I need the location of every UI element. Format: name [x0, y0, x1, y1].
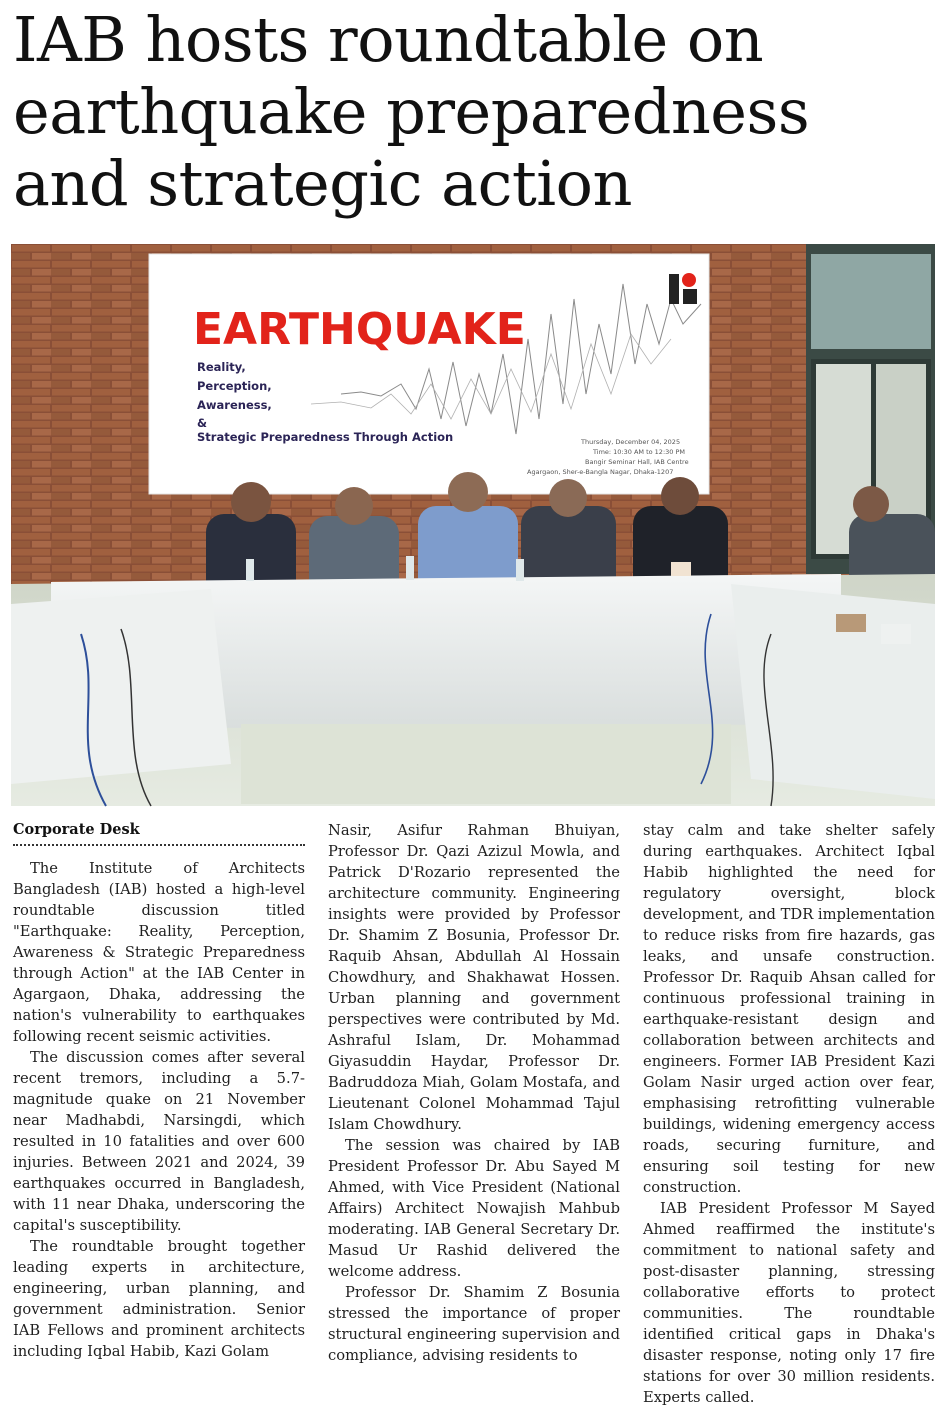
- article-headline: [13, 4, 933, 220]
- article-paragraph: The session was chaired by IAB President Professor Dr. Abu Sayed M Ahmed, with Vice President (National Affairs) Architect Nowajish Mahbub moderating. IAB General Secretary Dr. Masud Ur Rashid delivered the welcome address.: [328, 1137, 620, 1280]
- article-photo: [11, 244, 935, 806]
- banner-event-line: Bangir Seminar Hall, IAB Centre: [585, 458, 689, 466]
- article-paragraph: The discussion comes after several recent tremors, including a 5.7-magnitude quake on 21 November near Madhabdi, Narsingdi, which resulted in 10 fatalities and over 600 injuries. Between 2021 and 2024, 39 earthquakes occurred in Bangladesh, with 11 near Dhaka, underscoring the capital's susceptibility.: [13, 1049, 305, 1234]
- banner-subtitle-line: Awareness,: [197, 398, 272, 412]
- banner-subtitle-line: &: [197, 416, 208, 430]
- article-paragraph: stay calm and take shelter safely during earthquakes. Architect Iqbal Habib highlighted the need for regulatory oversight, block development, and TDR implementation to reduce risks from fire hazards, gas leaks, and unsafe construction. Professor Dr. Raquib Ahsan called for continuous professional training in earthquake-resistant design and collaboration between architects and engineers. Former IAB President Kazi Golam Nasir urged action over fear, emphasising retrofitting vulnerable buildings, widening emergency access roads, securing furniture, and ensuring soil testing for new construction.: [643, 822, 935, 1196]
- banner-event-line: Thursday, December 04, 2025: [581, 438, 681, 446]
- banner-subtitle-line: Perception,: [197, 379, 272, 393]
- event-banner: [149, 254, 709, 494]
- banner-subtitle-line: Strategic Preparedness Through Action: [197, 430, 454, 444]
- article-column-1: [13, 820, 305, 1362]
- headline-line-2: earthquake preparedness: [13, 75, 810, 148]
- article-paragraph: Nasir, Asifur Rahman Bhuiyan, Professor Dr. Qazi Azizul Mowla, and Patrick D'Rozario represented the architecture community. Engineering insights were provided by Professor Dr. Shamim Z Bosunia, Professor Dr. Raquib Ahsan, Abdullah Al Hossain Chowdhury, and Shakhawat Hossen. Urban planning and government perspectives were contributed by Md. Ashraful Islam, Dr. Mohammad Giyasuddin Haydar, Professor Dr. Badruddoza Miah, Golam Mostafa, and Lieutenant Colonel Mohammad Tajul Islam Chowdhury.: [328, 822, 620, 1133]
- article-paragraph: The roundtable brought together leading experts in architecture, engineering, urban planning, and government administration. Senior IAB Fellows and prominent architects including Iqbal Habib, Kazi Golam: [13, 1238, 305, 1360]
- byline: Corporate Desk: [13, 820, 305, 846]
- banner-event-line: Agargaon, Sher-e-Bangla Nagar, Dhaka-1207: [527, 468, 674, 476]
- banner-subtitle-line: Reality,: [197, 360, 246, 374]
- article-paragraph: The Institute of Architects Bangladesh (IAB) hosted a high-level roundtable discussion titled "Earthquake: Reality, Perception, Awareness & Strategic Preparedness through Action" at the IAB Center in Agargaon, Dhaka, addressing the nation's vulnerability to earthquakes following recent seismic activities.: [13, 860, 305, 1045]
- article-column-2: [328, 820, 620, 1366]
- banner-title: EARTHQUAKE: [193, 304, 526, 355]
- headline-line-1: IAB hosts roundtable on: [13, 3, 764, 76]
- banner-event-line: Time: 10:30 AM to 12:30 PM: [593, 448, 685, 456]
- article-column-3: [643, 820, 935, 1408]
- headline-line-3: and strategic action: [13, 147, 632, 220]
- article-paragraph: IAB President Professor M Sayed Ahmed reaffirmed the institute's commitment to national safety and post-disaster planning, stressing collaborative efforts to protect communities. The roundtable identified critical gaps in Dhaka's disaster response, noting only 17 fire stations for over 30 million residents. Experts called.: [643, 1200, 935, 1406]
- article-paragraph: Professor Dr. Shamim Z Bosunia stressed the importance of proper structural engineering supervision and compliance, advising residents to: [328, 1284, 620, 1364]
